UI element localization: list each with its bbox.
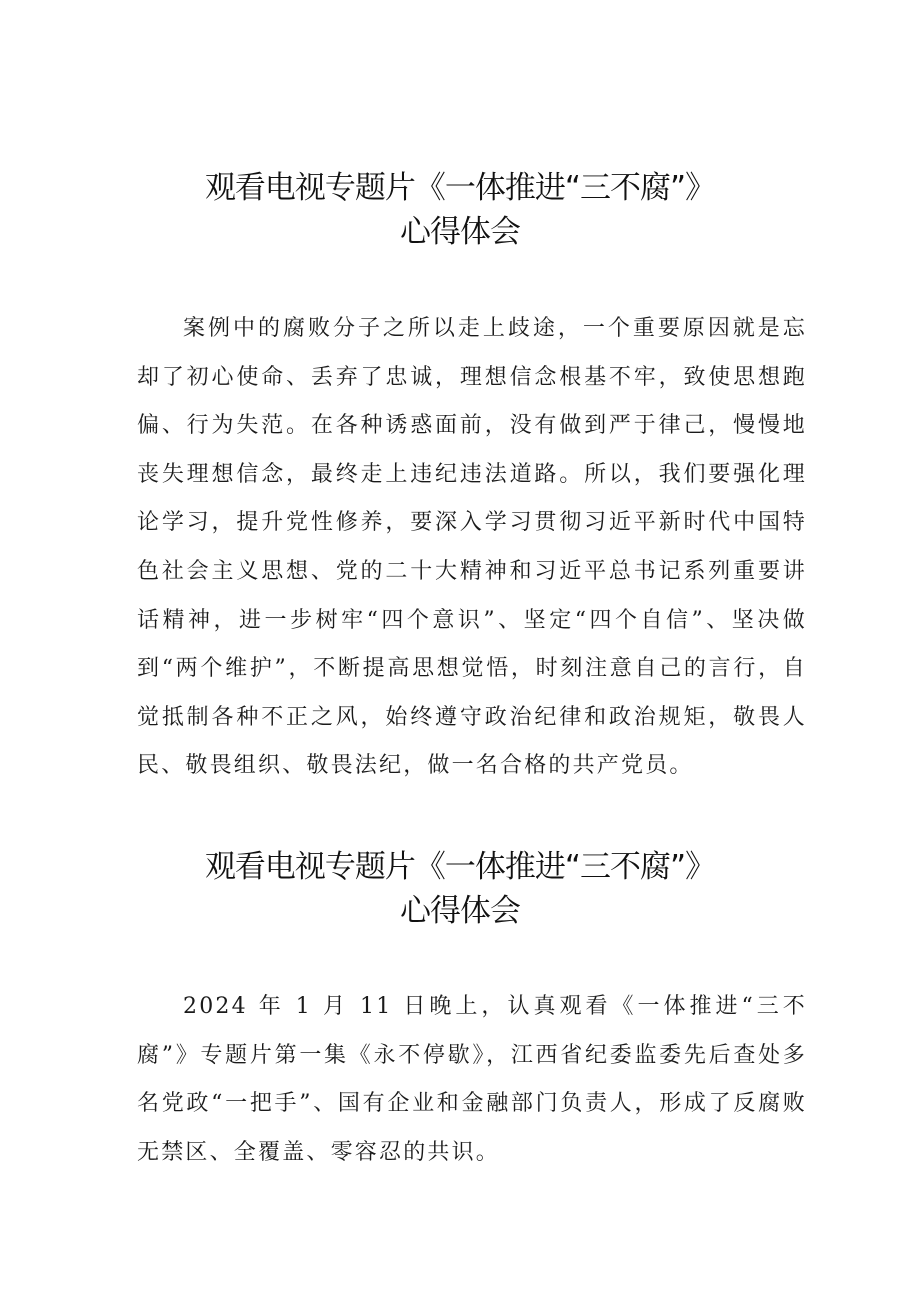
section-1-title	[0, 166, 920, 254]
section-1-title-line-2: 心得体会	[400, 214, 520, 250]
section-1-title-line-1: 观看电视专题片《一体推进“三不腐”》	[204, 170, 716, 206]
section-2-body: 2024 年 1 月 11 日晚上，认真观看《一体推进“三不腐”》专题片第一集《永不停歇》，江西省纪委监委先后查处多名党政“一把手”、国有企业和金融部门负责人，形成了反腐败无禁区、全覆盖、零容忍的共识。	[137, 994, 807, 1165]
section-2-title-line-1: 观看电视专题片《一体推进“三不腐”》	[204, 849, 716, 885]
section-2-title	[0, 845, 920, 933]
section-2-title-line-2: 心得体会	[400, 893, 520, 929]
section-1-body: 案例中的腐败分子之所以走上歧途，一个重要原因就是忘却了初心使命、丢弃了忠诚，理想信念根基不牢，致使思想跑偏、行为失范。在各种诱惑面前，没有做到严于律己，慢慢地丧失理想信念，最终走上违纪违法道路。所以，我们要强化理论学习，提升党性修养，要深入学习贯彻习近平新时代中国特色社会主义思想、党的二十大精神和习近平总书记系列重要讲话精神，进一步树牢“四个意识”、坚定“四个自信”、坚决做到“两个维护”，不断提高思想觉悟，时刻注意自己的言行，自觉抵制各种不正之风，始终遵守政治纪律和政治规矩，敬畏人民、敬畏组织、敬畏法纪，做一名合格的共产党员。	[137, 316, 807, 779]
